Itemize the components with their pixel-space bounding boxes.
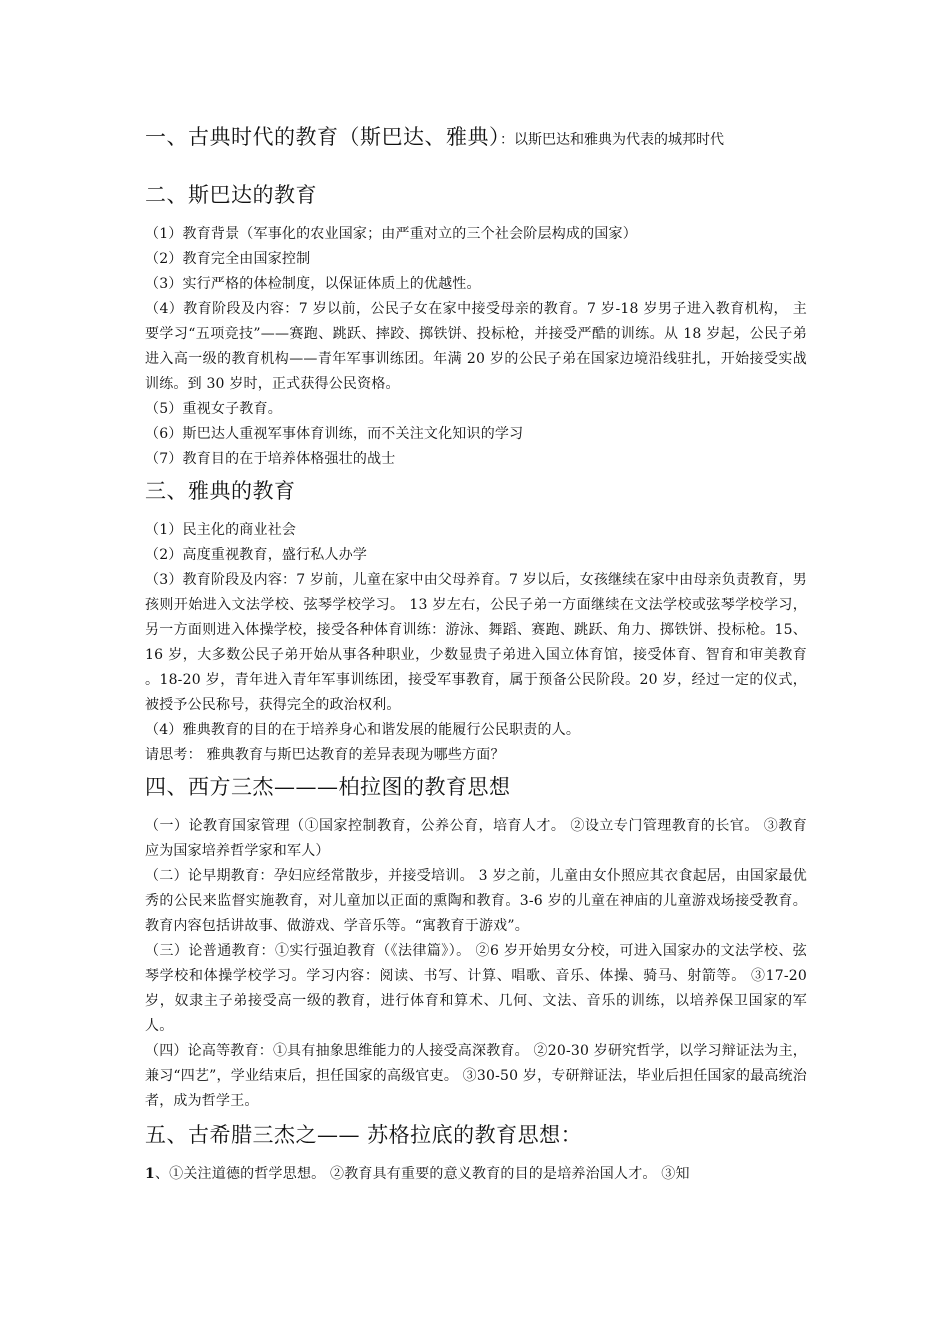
paragraph: （3）教育阶段及内容：7 岁前，儿童在家中由父母养育。7 岁以后，女孩继续在家中由母亲负责教育，男孩则开始进入文法学校、弦琴学校学习。 13 岁左右，公民子弟一方面继续在文法学校或弦琴学校学习，另一方面则进入体操学校，接受各种体育训练：游泳、舞蹈、赛跑、跳跃、角力、掷铁饼、投标枪。15、16 岁，大多数公民子弟开始从事各种职业，少数显贵子弟进入国立体育馆，接受体育、智育和审美教育 。18-20 岁，青年进入青年军事训练团，接受军事教育，属于预备公民阶段。20 岁，经过一定的仪式，被授予公民称号，获得完全的政治权利。 bbox=[145, 572, 807, 713]
paragraph: （三）论普通教育：①实行强迫教育（《法律篇》）。 ②6 岁开始男女分校，可进入国家办的文法学校、弦琴学校和体操学校学习。学习内容：阅读、书写、计算、唱歌、音乐、体操、骑马、射箭等。 ③17-20 岁，奴隶主子弟接受高一级的教育，进行体育和算术、几何、文法、音乐的训练，以培养保卫国家的军人。 bbox=[145, 943, 807, 1034]
document-content bbox=[145, 122, 807, 1187]
paragraph: （一）论教育国家管理（①国家控制教育，公养公育，培育人才。 ②设立专门管理教育的长官。 ③教育应为国家培养哲学家和军人） bbox=[145, 818, 807, 859]
section-3-body bbox=[145, 518, 807, 768]
section-2-title: 二、斯巴达的教育 bbox=[145, 183, 317, 207]
paragraph bbox=[145, 1162, 807, 1187]
paragraph: 请思考： 雅典教育与斯巴达教育的差异表现为哪些方面？ bbox=[145, 747, 505, 763]
section-1-note: ：以斯巴达和雅典为代表的城邦时代 bbox=[500, 132, 724, 148]
section-5-title: 五、古希腊三杰之—— 苏格拉底的教育思想： bbox=[145, 1123, 583, 1147]
section-1-heading bbox=[145, 122, 807, 155]
paragraph: （3）实行严格的体检制度，以保证体质上的优越性。 bbox=[145, 276, 481, 292]
paragraph: （2）教育完全由国家控制 bbox=[145, 251, 311, 267]
paragraph: （4）教育阶段及内容：7 岁以前，公民子女在家中接受母亲的教育。7 岁-18 岁男子进入教育机构， 主要学习“五项竞技”——赛跑、跳跃、摔跤、掷铁饼、投标枪，并接受严酷的训练。从 18 岁起，公民子弟进入高一级的教育机构——青年军事训练团。年满 20 岁的公民子弟在国家边境沿线驻扎，开始接受实战训练。到 30 岁时，正式获得公民资格。 bbox=[145, 301, 807, 392]
paragraph: （二）论早期教育：孕妇应经常散步，并接受培训。 3 岁之前，儿童由女仆照应其衣食起居，由国家最优秀的公民来监督实施教育，对儿童加以正面的熏陶和教育。3-6 岁的儿童在神庙的儿童游戏场接受教育。 教育内容包括讲故事、做游戏、学音乐等。“寓教育于游戏”。 bbox=[145, 868, 807, 934]
paragraph: （6）斯巴达人重视军事体育训练，而不关注文化知识的学习 bbox=[145, 426, 524, 442]
item-number: 1 bbox=[145, 1166, 155, 1182]
section-4-title: 四、西方三杰———柏拉图的教育思想 bbox=[145, 775, 511, 799]
paragraph: （4）雅典教育的目的在于培养身心和谐发展的能履行公民职责的人。 bbox=[145, 722, 581, 738]
paragraph: （5）重视女子教育。 bbox=[145, 401, 282, 417]
section-1-title: 一、古典时代的教育（斯巴达、雅典） bbox=[145, 125, 500, 149]
section-5-body bbox=[145, 1162, 807, 1187]
paragraph: （2）高度重视教育，盛行私人办学 bbox=[145, 547, 368, 563]
paragraph: （1）民主化的商业社会 bbox=[145, 522, 297, 538]
item-text: 、①关注道德的哲学思想。 ②教育具有重要的意义教育的目的是培养治国人才。 ③知 bbox=[154, 1166, 690, 1182]
paragraph: （1）教育背景（军事化的农业国家；由严重对立的三个社会阶层构成的国家） bbox=[145, 226, 637, 242]
paragraph: （四）论高等教育：①具有抽象思维能力的人接受高深教育。 ②20-30 岁研究哲学，以学习辩证法为主，兼习“四艺”，学业结束后，担任国家的高级官吏。 ③30-50 岁，专研辩证法，毕业后担任国家的最高统治者，成为哲学王。 bbox=[145, 1043, 807, 1109]
section-2-body bbox=[145, 222, 807, 472]
section-3-title: 三、雅典的教育 bbox=[145, 479, 296, 503]
paragraph: （7）教育目的在于培养体格强壮的战士 bbox=[145, 451, 396, 467]
section-4-body bbox=[145, 814, 807, 1114]
